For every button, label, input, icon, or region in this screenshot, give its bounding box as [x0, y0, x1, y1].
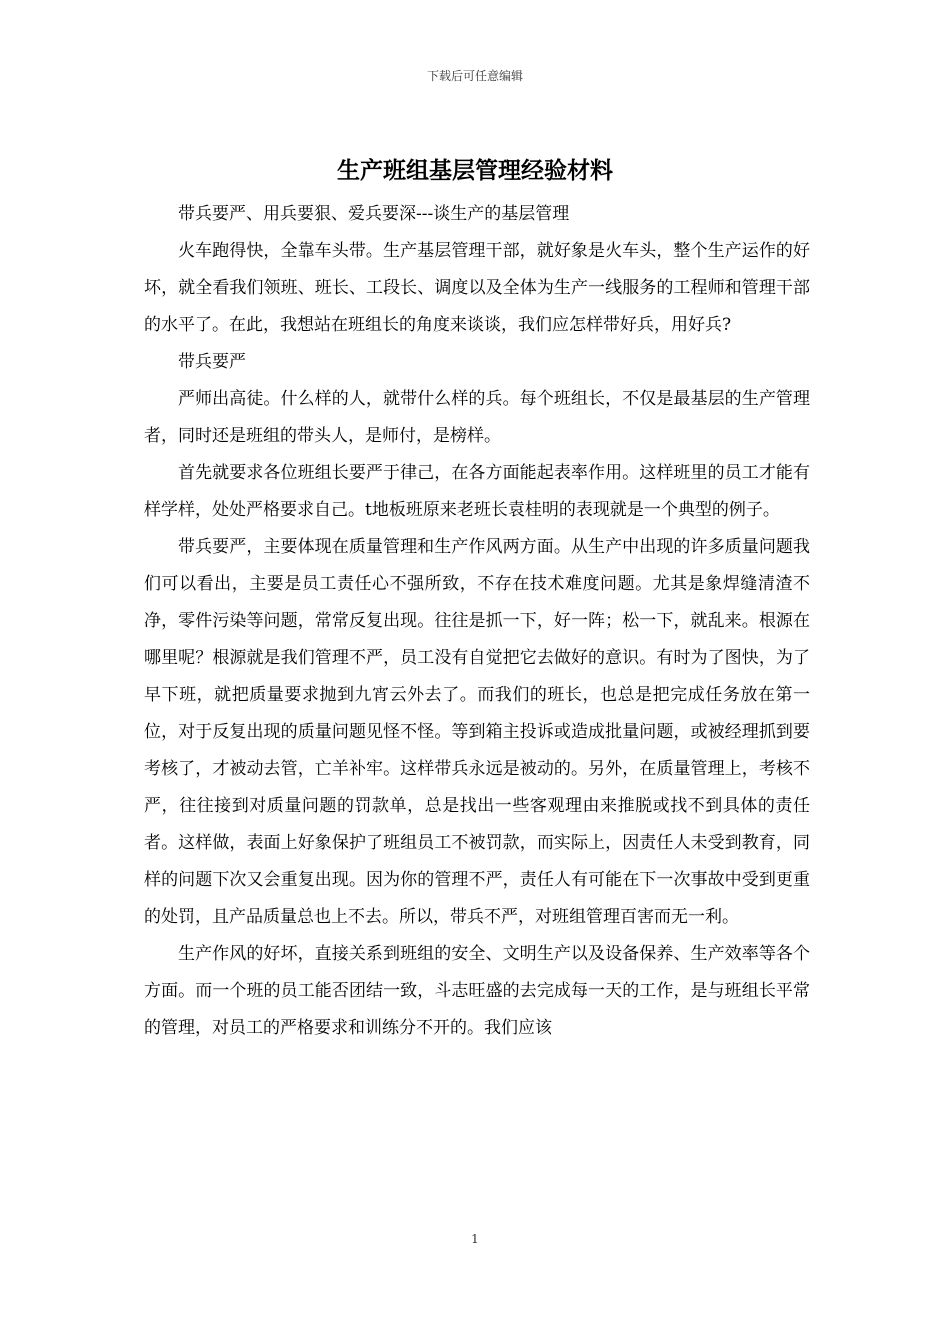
page-header: 下载后可任意编辑 — [426, 69, 523, 83]
document-body — [144, 196, 810, 1047]
paragraph: 严师出高徒。什么样的人，就带什么样的兵。每个班组长，不仅是最基层的生产管理者，同时还是班组的带头人，是师付，是榜样。 — [144, 389, 810, 446]
paragraph: 火车跑得快，全靠车头带。生产基层管理干部，就好象是火车头，整个生产运作的好坏，就全看我们领班、班长、工段长、调度以及全体为生产一线服务的工程师和管理干部的水平了。在此，我想站在班组长的角度来谈谈，我们应怎样带好兵，用好兵? — [144, 241, 810, 335]
paragraph: 首先就要求各位班组长要严于律己，在各方面能起表率作用。这样班里的员工才能有样学样，处处严格要求自己。t地板班原来老班长袁桂明的表现就是一个典型的例子。 — [144, 463, 810, 520]
paragraph: 带兵要严，主要体现在质量管理和生产作风两方面。从生产中出现的许多质量问题我们可以看出，主要是员工责任心不强所致，不存在技术难度问题。尤其是象焊缝清渣不净，零件污染等问题，常常反复出现。往往是抓一下，好一阵；松一下，就乱来。根源在哪里呢？根源就是我们管理不严，员工没有自觉把它去做好的意识。有时为了图快，为了早下班，就把质量要求抛到九宵云外去了。而我们的班长，也总是把完成任务放在第一位，对于反复出现的质量问题见怪不怪。等到箱主投诉或造成批量问题，或被经理抓到要考核了，才被动去管，亡羊补牢。这样带兵永远是被动的。另外，在质量管理上，考核不严，往往接到对质量问题的罚款单，总是找出一些客观理由来推脱或找不到具体的责任者。这样做，表面上好象保护了班组员工不被罚款，而实际上，因责任人未受到教育，同样的问题下次又会重复出现。因为你的管理不严，责任人有可能在下一次事故中受到更重的处罚，且产品质量总也上不去。所以，带兵不严，对班组管理百害而无一利。 — [144, 537, 810, 927]
subtitle-paragraph: 带兵要严、用兵要狠、爱兵要深---谈生产的基层管理 — [178, 204, 570, 224]
section-heading: 带兵要严 — [178, 352, 246, 372]
document-title: 生产班组基层管理经验材料 — [337, 157, 613, 184]
page-number: 1 — [471, 1232, 479, 1246]
paragraph: 生产作风的好坏，直接关系到班组的安全、文明生产以及设备保养、生产效率等各个方面。而一个班的员工能否团结一致，斗志旺盛的去完成每一天的工作，是与班组长平常的管理，对员工的严格要求和训练分不开的。我们应该 — [144, 944, 810, 1038]
